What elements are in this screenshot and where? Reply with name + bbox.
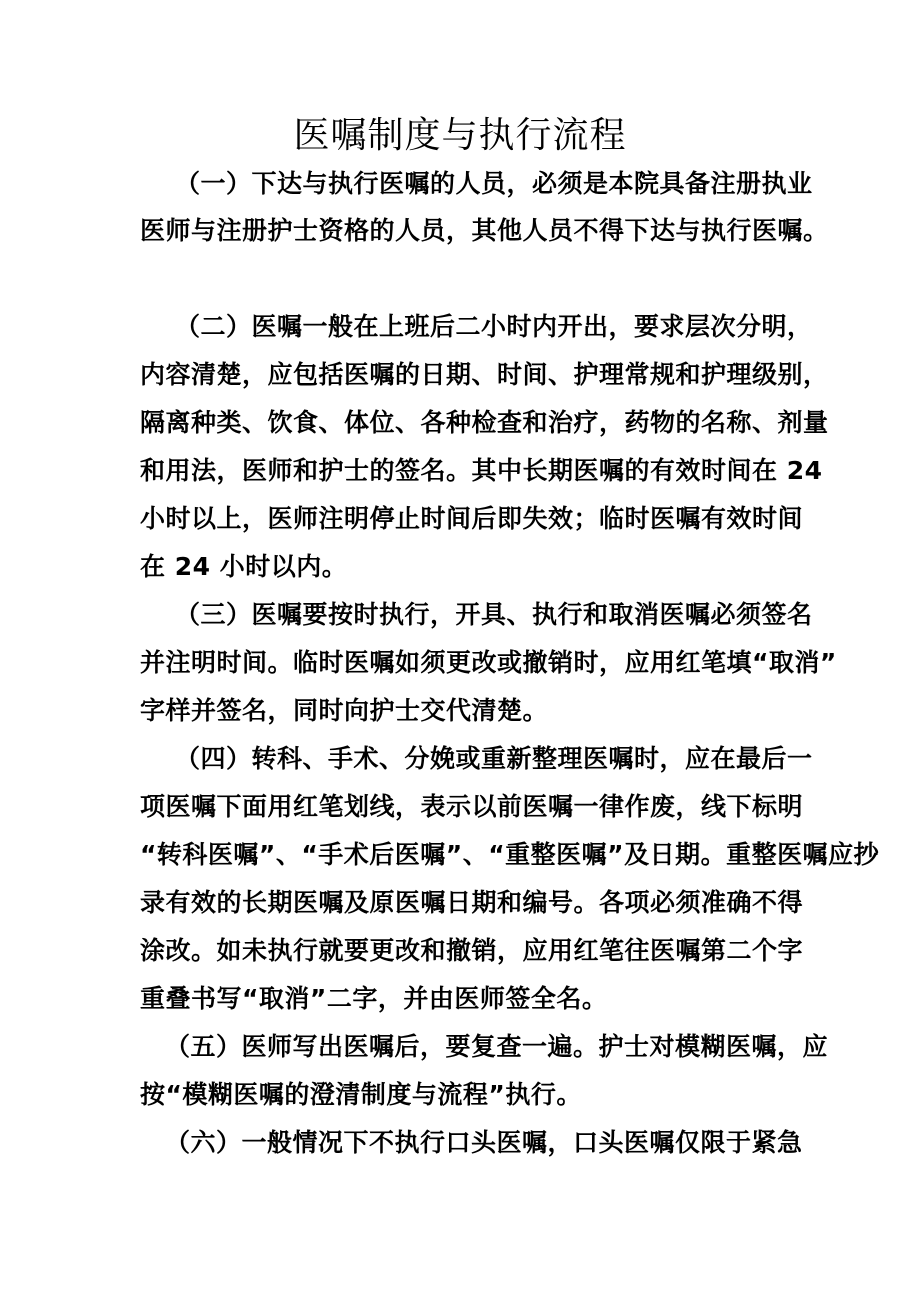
paragraph-line: 并注明时间。临时医嘱如须更改或撤销时，应用红笔填“取消”	[140, 648, 837, 677]
paragraph-line: 字样并签名，同时向护士交代清楚。	[140, 696, 549, 725]
paragraph-line: （一）下达与执行医嘱的人员，必须是本院具备注册执业	[175, 169, 813, 198]
paragraph-line: （四）转科、手术、分娩或重新整理医嘱时，应在最后一	[175, 744, 813, 773]
paragraph-line: （六）一般情况下不执行口头医嘱，口头医嘱仅限于紧急	[165, 1128, 803, 1157]
paragraph-line: （二）医嘱一般在上班后二小时内开出，要求层次分明，	[175, 312, 813, 341]
paragraph-line: 按“模糊医嘱的澄清制度与流程”执行。	[140, 1080, 582, 1109]
paragraph-line: 医师与注册护士资格的人员，其他人员不得下达与执行医嘱。	[140, 216, 829, 245]
paragraph-line: 重叠书写“取消”二字，并由医师签全名。	[140, 984, 608, 1013]
paragraph-line: 项医嘱下面用红笔划线，表示以前医嘱一律作废，线下标明	[140, 792, 804, 821]
paragraph-line: 录有效的长期医嘱及原医嘱日期和编号。各项必须准确不得	[140, 888, 804, 917]
paragraph-line: 内容清楚，应包括医嘱的日期、时间、护理常规和护理级别，	[140, 360, 829, 389]
paragraph-line: （五）医师写出医嘱后，要复查一遍。护士对模糊医嘱，应	[165, 1032, 829, 1061]
paragraph-line: 在 24 小时以内。	[140, 552, 348, 581]
paragraph-line: 隔离种类、饮食、体位、各种检查和治疗，药物的名称、剂量	[140, 408, 829, 437]
paragraph-line: 小时以上，医师注明停止时间后即失效；临时医嘱有效时间	[140, 504, 804, 533]
paragraph-line: （三）医嘱要按时执行，开具、执行和取消医嘱必须签名	[175, 600, 813, 629]
paragraph-line: 和用法，医师和护士的签名。其中长期医嘱的有效时间在 24	[140, 456, 823, 485]
page-title: 医嘱制度与执行流程	[293, 115, 627, 156]
paragraph-line: “转科医嘱”、“手术后医嘱”、“重整医嘱”及日期。重整医嘱应抄	[140, 840, 880, 869]
paragraph-line: 涂改。如未执行就要更改和撤销，应用红笔往医嘱第二个字	[140, 936, 804, 965]
